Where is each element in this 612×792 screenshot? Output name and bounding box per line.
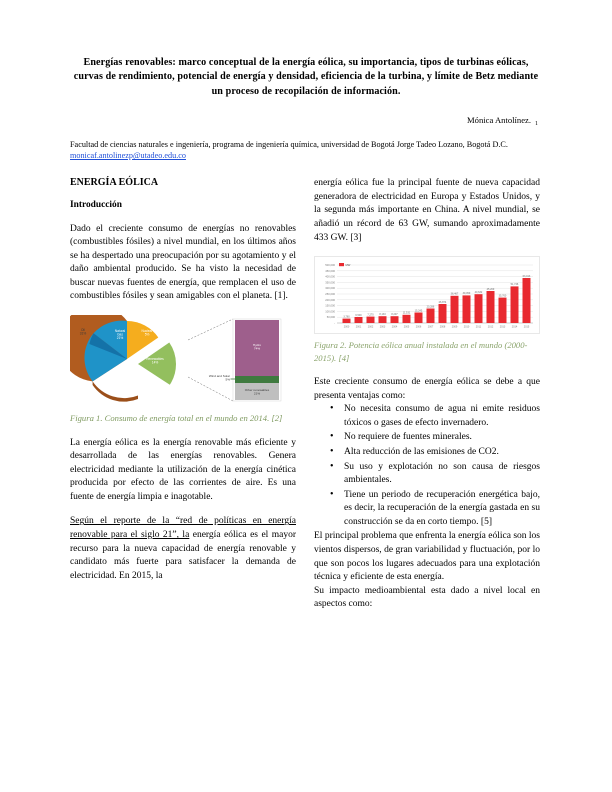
left-paragraph-3-rest: energía eólica es el mayor recurso para la nueva capacidad de energía renovable y candidato más fuerte para satisfacer la demanda de electricidad. En 2015, la [70,529,297,581]
xtick-2003: 2003 [379,325,386,329]
bar-2009 [451,296,459,323]
left-column [70,177,296,612]
pie-label-oil: Oil [81,328,85,333]
pie-label-coal: Coal [116,372,124,377]
right-paragraph-3: El principal problema que enfrenta la energía eólica son los vientos dispersos, de gran variabilidad y fluctuación, por lo que son pocos los lugares adecuados para una explotación técnica y eficiente de esta energía. [314,531,540,583]
page-title: Energías renovables: marco conceptual de la energía eólica, su importancia, tipos de turbinas eólicas, curvas de rendimiento, potencial de energía y densidad, eficiencia de la turbina, y límite de Betz mediante un proceso de recopilación de información. [73,57,539,97]
bar-2001 [355,317,363,323]
ytick-400000: 400,000 [325,275,335,279]
figure-2-bar-chart [314,256,540,334]
bar-value-2014: 51,746 [510,283,519,287]
pie-label-oil-pct: 31% [79,331,87,336]
bar-2007 [427,309,435,324]
xtick-2008: 2008 [439,325,446,329]
bar-value-2006: 15,245 [414,309,423,313]
advantages-list [314,403,540,529]
bar-2000 [343,319,351,323]
bar-value-2013: 35,760 [498,294,507,298]
pie-label-coal-pct: 29% [116,375,124,380]
xtick-2002: 2002 [367,325,374,329]
bar-value-2005: 11,531 [402,311,411,315]
bar-2005 [403,315,411,323]
left-paragraph-3 [70,515,296,583]
xtick-2014: 2014 [511,325,518,329]
xtick-2006: 2006 [415,325,422,329]
xtick-2000: 2000 [343,325,350,329]
pie-slice-renewables-lower [138,364,176,385]
pie-label-nuclear-pct: 5% [144,332,150,337]
right-paragraph-2: Este creciente consumo de energía eólica se debe a que presenta ventajas como: [314,377,540,401]
bar-value-2002: 7,270 [367,313,374,317]
xtick-2009: 2009 [451,325,458,329]
right-paragraph-1: energía eólica fue la principal fuente de nueva capacidad generadora de electricidad en Europa y Estados Unidos, y la segunda más importante en China. A nivel mundial, se añadió un récord de 63 GW, sumando aproximadamente 433 GW. [3] [314,178,540,243]
figure-1-pie-chart [70,315,296,407]
author-name: Mónica Antolínez. [467,114,531,125]
bar-chart-legend-label: MW [345,264,351,268]
pie-label-nuclear: Nuclear [141,329,153,334]
bar-value-2003: 8,133 [379,313,386,317]
xtick-2012: 2012 [487,325,494,329]
ytick-zero: - [334,322,335,326]
callout-label-other: Other renewables [244,388,270,393]
list-item: • Tiene un periodo de recuperación energética bajo, es decir, la recuperación de la energía gastada en su construcción se da en corto tiempo. [5] [344,489,540,530]
bar-2013 [499,298,507,323]
ytick-250000: 250,000 [325,293,335,297]
bar-chart-svg [315,257,539,333]
callout-label-hydro-pct: 74% [253,346,261,351]
bar-2012 [487,291,495,323]
pie-label-natural-gas: Natural [114,329,126,334]
ytick-350000: 350,000 [325,281,335,285]
callout-label-wind-solar: Wind and Solar [208,374,230,379]
callout-segment-wind-solar [235,376,279,383]
bar-chart-legend-swatch [339,263,344,266]
bar-value-2001: 6,500 [355,313,362,317]
figure-1-caption: Figura 1. Consumo de energía total en el mundo en 2014. [2] [70,413,283,424]
pie-depth-shadow [93,381,138,401]
bar-value-2012: 45,209 [486,287,495,291]
list-item: • No necesita consumo de agua ni emite residuos tóxicos o gases de efecto invernadero. [344,403,540,430]
bar-2003 [379,316,387,323]
xtick-2001: 2001 [355,325,362,329]
list-item: • Su uso y explotación no son causa de riesgos ambientales. [344,461,540,488]
affiliation-text: Facultad de ciencias naturales e ingeniería, programa de ingeniería química, universidad de Bogotá Jorge Tadeo Lozano, Bogotá D.C. [70,139,508,149]
bar-2008 [439,304,447,323]
bar-value-2009: 38,467 [450,292,459,296]
ytick-50000: 50,000 [326,316,335,320]
callout-connectors [188,319,233,401]
bar-2002 [367,317,375,323]
ytick-150000: 150,000 [325,304,335,308]
pie-chart-svg [70,315,296,407]
left-paragraph-2: La energía eólica es la energía renovable más eficiente y desarrollada de las energías renovables. Genera electricidad mediante la utilización de la energía cinética producida por efecto de las corrientes de aire. Es una fuente de energía limpia e inagotable. [70,437,296,502]
bar-2006 [415,313,423,324]
callout-label-wind [209,374,230,382]
list-item: • Alta reducción de las emisiones de CO2. [344,446,540,460]
callout-label-hydro: Hydro [252,343,262,348]
section-heading-introduccion: Introducción [70,200,122,211]
bar-value-2008: 26,874 [438,300,447,304]
author-line [70,115,542,125]
pie-label-renewables-pct: 14% [151,360,159,365]
xtick-2013: 2013 [499,325,506,329]
callout-label-other-pct: 21% [253,391,261,396]
bar-value-2000: 3,760 [343,315,350,319]
bar-chart-ytick-labels [325,263,335,325]
ytick-500000: 500,000 [325,264,335,268]
bar-value-2010: 39,059 [462,292,471,296]
renewables-breakdown-bar [209,319,281,401]
xtick-2015: 2015 [523,325,530,329]
callout-line-top [188,319,233,340]
bar-value-2007: 20,286 [426,305,435,309]
pie-label-natural-gas-pct: 21% [116,336,124,341]
left-paragraph-3-underlined: Según el reporte de la “red de políticas en energía renovable para el siglo 21”, la [70,516,296,540]
right-column [314,177,540,612]
xtick-2010: 2010 [463,325,470,329]
right-paragraph-4: Su impacto medioambiental esta dado a nivel local en aspectos como: [314,585,540,610]
bar-2010 [463,296,471,324]
bar-2014 [511,287,519,324]
section-heading-energia-eolica: ENERGÍA EÓLICA [70,177,159,189]
bar-value-2004: 8,207 [391,313,398,317]
bar-2004 [391,316,399,323]
author-email-link[interactable]: monicaf.antolinezp@utadeo.edu.co [70,151,186,161]
xtick-2004: 2004 [391,325,398,329]
ytick-450000: 450,000 [325,269,335,273]
xtick-2005: 2005 [403,325,410,329]
callout-label-wind-solar-pct: 5% [225,377,230,382]
ytick-200000: 200,000 [325,298,335,302]
left-paragraph-1: Dado el creciente consumo de energías no renovables (combustibles fósiles) a nivel mundial, en los últimos años se ha despertado una preocupación por su agotamiento y el daño ambiental producido. Se ha visto la necesidad de buscar nuevas fuentes de energía, que remplacen el uso de combustibles fósiles y sean amigables con el planeta. [1]. [70,223,296,302]
ytick-100000: 100,000 [325,310,335,314]
ytick-300000: 300,000 [325,287,335,291]
figure-2-caption: Figura 2. Potencia eólica anual instalada en el mundo (2000-2015). [4] [314,340,528,363]
bar-2011 [475,294,483,323]
bar-value-2011: 40,632 [474,291,483,295]
xtick-2007: 2007 [427,325,434,329]
pie-label-natural-gas-2: Gas [117,332,123,337]
author-affiliation-marker: 1 [535,120,538,127]
pie-label-renewables: Renewables [146,357,164,362]
bar-2015 [523,278,531,323]
xtick-2011: 2011 [475,325,482,329]
list-item: • No requiere de fuentes minerales. [344,431,540,445]
bar-value-2015: 63,013 [522,274,531,278]
two-column-body [70,177,542,612]
